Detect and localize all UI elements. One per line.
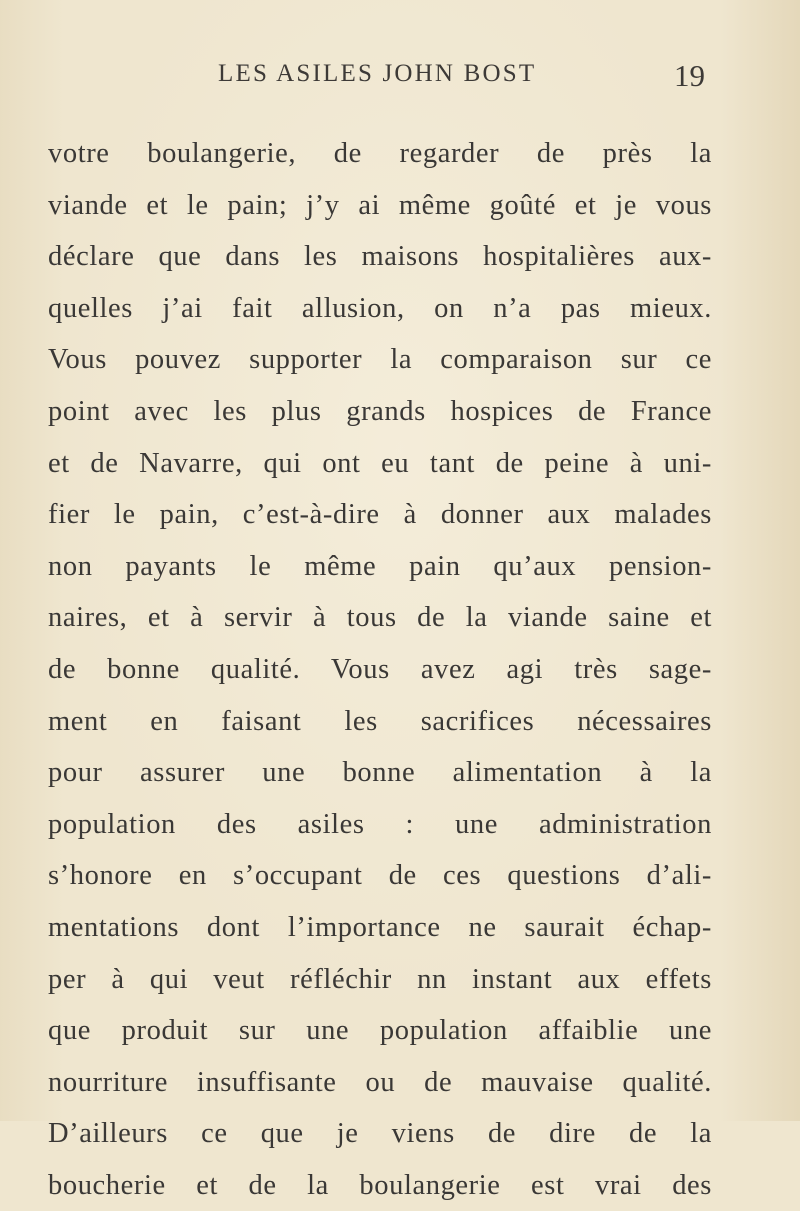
text-line: quelles j’ai fait allusion, on n’a pas mieux. — [48, 292, 712, 324]
text-line: D’ailleurs ce que je viens de dire de la — [48, 1118, 712, 1150]
text-line: Vous pouvez supporter la comparaison sur ce — [48, 344, 712, 376]
page-number: 19 — [674, 58, 705, 93]
text-line: que produit sur une population affaiblie une — [48, 1015, 712, 1047]
text-line: ment en faisant les sacrifices nécessaires — [48, 705, 712, 737]
running-title: LES ASILES JOHN BOST — [218, 60, 537, 87]
text-line: déclare que dans les maisons hospitalières aux- — [48, 241, 712, 273]
text-line: fier le pain, c’est-à-dire à donner aux malades — [48, 499, 712, 531]
text-line: naires, et à servir à tous de la viande saine et — [48, 602, 712, 634]
text-line: de bonne qualité. Vous avez agi très sage- — [48, 653, 712, 685]
text-line: boucherie et de la boulangerie est vrai des — [48, 1169, 712, 1201]
text-line: nourriture insuffisante ou de mauvaise qualité. — [48, 1066, 712, 1098]
text-line: et de Navarre, qui ont eu tant de peine à uni- — [48, 447, 712, 479]
text-line: mentations dont l’importance ne saurait échap- — [48, 911, 712, 943]
text-line: per à qui veut réfléchir nn instant aux effets — [48, 963, 712, 995]
body-text — [48, 128, 712, 1211]
text-line: votre boulangerie, de regarder de près la — [48, 138, 712, 169]
text-line: point avec les plus grands hospices de France — [48, 395, 712, 427]
text-line: viande et le pain; j’y ai même goûté et je vous — [48, 189, 712, 221]
text-line: s’honore en s’occupant de ces questions d’ali- — [48, 860, 712, 892]
text-line: pour assurer une bonne alimentation à la — [48, 757, 712, 789]
text-line: non payants le même pain qu’aux pension- — [48, 550, 712, 582]
running-head — [0, 58, 800, 92]
text-line: population des asiles : une administration — [48, 808, 712, 840]
